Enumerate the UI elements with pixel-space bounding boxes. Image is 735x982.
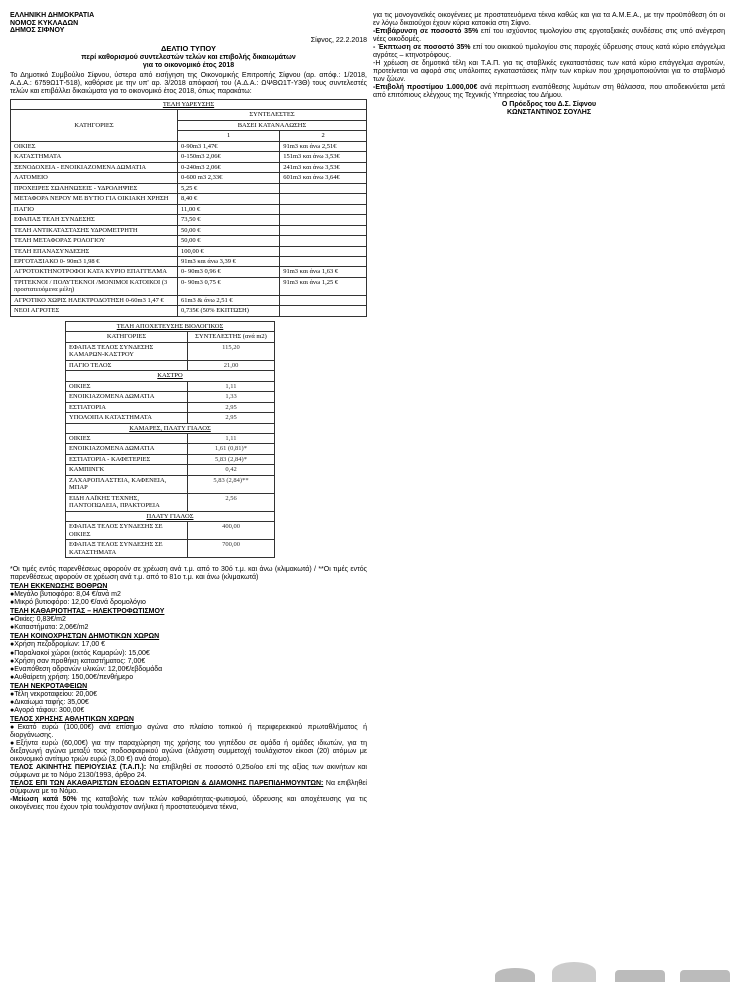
row-category: ΟΙΚΙΕΣ — [11, 141, 178, 151]
list-item: ● Χρήση πεζοδρομίων: 17,00 € — [10, 641, 367, 649]
row-rate: 0,42 — [188, 465, 275, 475]
row-category: ΞΕΝΟΔΟΧΕΙΑ - ΕΝΟΙΚΙΑΖΟΜΕΝΑ ΔΩΜΑΤΙΑ — [11, 162, 178, 172]
table-row — [11, 236, 367, 246]
row-category: ΕΣΤΙΑΤΟΡΙΑ — [66, 402, 188, 412]
section-title: ΚΑΜΑΡΕΣ, ΠΛΑΤΥ ΓΙΑΛΟΣ — [66, 423, 275, 433]
press-subtitle-1: περί καθορισμού συντελεστών τελών και επιβολής δικαιωμάτων — [81, 53, 296, 61]
table-row — [11, 152, 367, 162]
table-row — [11, 162, 367, 172]
row-category: ΚΑΤΑΣΤΗΜΑΤΑ — [11, 152, 178, 162]
col-header-1: 1 — [178, 131, 280, 141]
row-rate-1: 8,40 € — [178, 194, 280, 204]
row-rate: 1,33 — [188, 392, 275, 402]
table-row — [11, 295, 367, 305]
row-category: ΟΙΚΙΕΣ — [66, 433, 188, 443]
row-category: ΕΦΑΠΑΞ ΤΕΛΟΣ ΣΥΝΔΕΣΗΣ ΣΕ ΚΑΤΑΣΤΗΜΑΤΑ — [66, 540, 188, 558]
property-tax-paragraph — [10, 764, 367, 780]
row-rate-2 — [280, 236, 367, 246]
row-rate-2 — [280, 295, 367, 305]
right-paragraph-4: -Η χρέωση σε δημοτικά τέλη και Τ.Α.Π. για τις σταβλικές εγκαταστάσεις των κατά κύριο επάγγελμα αγροτών, προτείνεται να αφορά στις υπόλοιπες εγκαταστάσεις πλην των κτιρίων που χρησιμοποιούνται για το σταβλισμό των ζώων. — [373, 60, 725, 84]
decor-shape — [552, 962, 596, 982]
table-row — [11, 194, 367, 204]
fee-sections — [10, 583, 367, 764]
bottom-decoration — [490, 960, 735, 982]
row-rate-1: 91m3 και άνω 3,39 € — [178, 257, 280, 267]
sewage-table-body — [66, 342, 275, 557]
row-rate-1: 0,735€ (50% ΕΚΠΤΩΣΗ) — [178, 306, 280, 316]
row-category: ΑΓΡΟΤΟΚΤΗΝΟΤΡΟΦΟΙ ΚΑΤΑ ΚΥΡΙΟ ΕΠΑΓΓΕΛΜΑ — [11, 267, 178, 277]
row-rate-1: 11,00 € — [178, 204, 280, 214]
row-rate-1: 0-90m3 1,47€ — [178, 141, 280, 151]
table-row — [11, 183, 367, 193]
list-item: ● Αυθαίρετη χρήση: 150,00€/πενθήμερο — [10, 674, 367, 682]
table-row — [66, 540, 275, 558]
row-category: ΤΕΛΗ ΕΠΑΝΑΣΥΝΔΕΣΗΣ — [11, 246, 178, 256]
right-paragraph-5 — [373, 84, 725, 100]
table-row — [66, 493, 275, 511]
list-item: ● Παραλιακοί χώροι (εκτός Καμαρών): 15,00€ — [10, 650, 367, 658]
issuer-line: ΝΟΜΟΣ ΚΥΚΛΑΔΩΝ — [10, 19, 79, 27]
signatory-role: Ο Πρόεδρος του Δ.Σ. Σίφνου — [501, 100, 597, 108]
right-paragraph-2 — [373, 28, 725, 44]
water-rates-table — [10, 99, 367, 317]
row-rate-2 — [280, 194, 367, 204]
row-category: ΤΡΙΤΕΚΝΟΙ / ΠΟΛΥΤΕΚΝΟΙ /ΜΟΝΙΜΟΙ ΚΑΤΟΙΚΟΙ (3 προστατευόμενα μέλη) — [11, 277, 178, 295]
table-row — [66, 413, 275, 423]
row-category: ΝΕΟΙ ΑΓΡΟΤΕΣ — [11, 306, 178, 316]
row-rate: 2,95 — [188, 413, 275, 423]
row-category: ΤΕΛΗ ΑΝΤΙΚΑΤΑΣΤΑΣΗΣ ΥΔΡΟΜΕΤΡΗΤΗ — [11, 225, 178, 235]
section-heading: ΤΕΛΟΣ ΧΡΗΣΗΣ ΑΘΛΗΤΙΚΩΝ ΧΩΡΩΝ — [10, 715, 134, 723]
issuer-line: ΔΗΜΟΣ ΣΙΦΝΟΥ — [10, 27, 65, 35]
left-column — [10, 12, 367, 812]
row-category: ΕΦΑΠΑΞ ΤΕΛΟΣ ΣΥΝΔΕΣΗΣ ΚΑΜΑΡΩΝ-ΚΑΣΤΡΟΥ — [66, 342, 188, 360]
row-rate: 5,83 (2,84)* — [188, 454, 275, 464]
table-row — [66, 392, 275, 402]
row-rate: 2,95 — [188, 402, 275, 412]
row-rate-2: 241m3 και άνω 3,53€ — [280, 162, 367, 172]
list-item: ● Εξήντα ευρώ (60,00€) για την παραχώρηση της χρήσης του γηπέδου σε ομάδα ή ομάδες ιδιωτών, για τη διεξαγωγή αγώνα μεταξύ τους ποδοσφαιρικού αγώνα (ελάχιστη συμμετοχή τουλάχιστον είκοσι (20) ατόμων με οικονομικό αντίτιμο τριών ευρώ (3,00 €) ανά άτομο). — [10, 740, 367, 764]
surcharge-text: επί του ισχύοντος τιμολογίου στις εργοταξιακές συνδέσεις στις υπό ανέγερση νέες οικοδομές. — [373, 28, 725, 44]
row-rate-2: 91m3 και άνω 2,51€ — [280, 141, 367, 151]
section-row — [66, 511, 275, 521]
table-row — [11, 267, 367, 277]
row-rate: 1,11 — [188, 433, 275, 443]
sewage-col-categories: ΚΑΤΗΓΟΡΙΕΣ — [66, 332, 188, 342]
row-category: ΕΦΑΠΑΞ ΤΕΛΗ ΣΥΝΔΕΣΗΣ — [11, 215, 178, 225]
table-row — [11, 215, 367, 225]
list-item: ● Οικίες: 0,83€/m2 — [10, 616, 367, 624]
table-row — [66, 360, 275, 370]
footnote: *Οι τιμές εντός παρενθέσεως αφορούν σε χρέωση ανά τ.μ. από το 30ό τ.μ. και άνω (κλιμακωτά) / **Οι τιμές εντός παρενθέσεως αφορούν σε χρέωση ανά τ.μ. από το 81ο τ.μ. και άνω (κλιμακωτά) — [10, 566, 367, 582]
reduction-bold: -Μείωση κατά 50% — [10, 796, 77, 804]
col-header-rates: ΣΥΝΤΕΛΕΣΤΕΣ — [178, 110, 367, 120]
row-category: ΕΣΤΙΑΤΟΡΙΑ - ΚΑΦΕΤΕΡΙΕΣ — [66, 454, 188, 464]
reduction-paragraph — [10, 796, 367, 812]
row-rate: 5,83 (2,84)** — [188, 475, 275, 493]
row-category: ΤΕΛΗ ΜΕΤΑΦΟΡΑΣ ΡΟΛΟΓΙΟΥ — [11, 236, 178, 246]
list-item: ● Τέλη νεκροταφείου: 20,00€ — [10, 691, 367, 699]
row-rate-1: 0- 90m3 0,96 € — [178, 267, 280, 277]
decor-shape — [615, 970, 665, 982]
table-row — [66, 433, 275, 443]
decor-shape — [495, 968, 535, 982]
table-row — [11, 306, 367, 316]
row-rate: 700,00 — [188, 540, 275, 558]
section-row — [66, 423, 275, 433]
row-rate-2: 601m3 και άνω 3,64€ — [280, 173, 367, 183]
right-paragraph-3 — [373, 44, 725, 60]
row-rate-1: 0-240m3 2,06€ — [178, 162, 280, 172]
row-category: ΠΑΓΙΟ — [11, 204, 178, 214]
table-row — [11, 204, 367, 214]
col-header-basis: ΒΑΣΕΙ ΚΑΤΑΝΑΛΩΣΗΣ — [178, 120, 367, 130]
issuer-header — [10, 12, 367, 35]
row-category: ΠΡΟΧΕΙΡΕΣ ΣΩΛΗΝΩΣΕΙΣ - ΥΔΡΟΛΗΨΙΕΣ — [11, 183, 178, 193]
row-category: ΛΑΤΟΜΕΙΟ — [11, 173, 178, 183]
section-heading: ΤΕΛΗ ΝΕΚΡΟΤΑΦΕΙΩΝ — [10, 682, 88, 690]
section-heading: ΤΕΛΗ ΚΟΙΝΟΧΡΗΣΤΩΝ ΔΗΜΟΤΙΚΩΝ ΧΩΡΩΝ — [10, 633, 160, 641]
row-category: ΖΑΧΑΡΟΠΛΑΣΤΕΙΑ, ΚΑΦΕΝΕΙΑ, ΜΠΑΡ — [66, 475, 188, 493]
table-row — [66, 381, 275, 391]
gross-income-paragraph — [10, 780, 367, 796]
discount-text: επί του οικιακού τιμολογίου στις παροχές ύδρευσης στους κατά κύριο επάγγελμα αγρότες – κτηνοτρόφους. — [373, 44, 725, 60]
row-rate-1: 0-150m3 2,06€ — [178, 152, 280, 162]
reduction-text: της καταβολής των τελών καθαριότητας-φωτισμού, ύδρευσης και αποχέτευσης για τις οικογένειες που έχουν τρία τουλάχιστον ανήλικα ή προστατευόμενα τέκνα, — [10, 796, 367, 812]
right-paragraph-1: για τις μονογονεϊκές οικογένειες με προστατευόμενα τέκνα καθώς και για τα Α.Μ.Ε.Α., με την προϋπόθεση ότι οι εν λόγω δικαιούχοι έχουν κύρια κατοικία στη Σίφνο. — [373, 12, 725, 28]
list-item: ● Χρήση σαν προθήκη καταστήματος: 7,00€ — [10, 658, 367, 666]
row-rate-1: 0-600 m3 2,33€ — [178, 173, 280, 183]
row-rate: 1,11 — [188, 381, 275, 391]
right-column — [373, 12, 725, 117]
row-category: ΕΦΑΠΑΞ ΤΕΛΟΣ ΣΥΝΔΕΣΗΣ ΣΕ ΟΙΚΙΕΣ — [66, 522, 188, 540]
row-category: ΕΝΟΙΚΙΑΖΟΜΕΝΑ ΔΩΜΑΤΙΑ — [66, 444, 188, 454]
row-rate-1: 100,00 € — [178, 246, 280, 256]
row-category: ΕΡΓΟΤΑΞΙΑΚΟ 0- 90m3 1,98 € — [11, 257, 178, 267]
fine-bold: -Επιβολή προστίμου 1.000,00€ — [373, 84, 478, 92]
row-rate-1: 50,00 € — [178, 225, 280, 235]
row-category: ΜΕΤΑΦΟΡΑ ΝΕΡΟΥ ΜΕ ΒΥΤΙΟ ΓΙΑ ΟΙΚΙΑΚΗ ΧΡΗΣΗ — [11, 194, 178, 204]
row-rate: 115,20 — [188, 342, 275, 360]
row-rate-2: 151m3 και άνω 3,53€ — [280, 152, 367, 162]
list-item: ● Αγορά τάφου: 300,00€ — [10, 707, 367, 715]
row-rate-1: 0- 90m3 0,75 € — [178, 277, 280, 295]
row-category: ΥΠΟΛΟΙΠΑ ΚΑΤΑΣΤΗΜΑΤΑ — [66, 413, 188, 423]
surcharge-bold: -Επιβάρυνση σε ποσοστό 35% — [373, 28, 479, 36]
row-rate: 400,00 — [188, 522, 275, 540]
signatory-name: ΚΩΝΣΤΑΝΤΙΝΟΣ ΣΟΥΛΗΣ — [506, 108, 592, 116]
discount-bold: - Έκπτωση σε ποσοστό 35% — [373, 44, 471, 52]
section-title: ΠΛΑΤΥ ΓΙΑΛΟΣ — [66, 511, 275, 521]
list-item: ● Δικαίωμα ταφής: 35,00€ — [10, 699, 367, 707]
table-row — [11, 173, 367, 183]
section-heading: ΤΕΛΗ ΚΑΘΑΡΙΟΤΗΤΑΣ – ΗΛΕΚΤΡΟΦΩΤΙΣΜΟΥ — [10, 608, 165, 616]
table-row — [66, 475, 275, 493]
press-title: ΔΕΛΤΙΟ ΤΥΠΟΥ — [161, 44, 216, 54]
row-rate-2: 91m3 και άνω 1,25 € — [280, 277, 367, 295]
row-rate: 21,00 — [188, 360, 275, 370]
property-tax-text: Να επιβληθεί σε ποσοστό 0,25ο/οο επί της αξίας των ακινήτων και σύμφωνα με το Νόμο 2130/1993, άρθρο 24. — [10, 764, 367, 780]
section-title: ΚΑΣΤΡΟ — [66, 371, 275, 381]
row-rate-2 — [280, 306, 367, 316]
row-category: ΕΝΟΙΚΙΑΖΟΜΕΝΑ ΔΩΜΑΤΙΑ — [66, 392, 188, 402]
row-rate: 2,56 — [188, 493, 275, 511]
row-rate-2 — [280, 246, 367, 256]
section-heading: ΤΕΛΗ ΕΚΚΕΝΩΣΗΣ ΒΟΘΡΩΝ — [10, 583, 108, 591]
table-row — [66, 402, 275, 412]
list-item: ● Καταστήματα: 2,06€/m2 — [10, 624, 367, 632]
gross-income-text: Να επιβληθεί σύμφωνα με το Νόμο. — [10, 780, 367, 796]
row-rate-1: 5,25 € — [178, 183, 280, 193]
table-row — [11, 277, 367, 295]
row-rate-2 — [280, 215, 367, 225]
table-row — [11, 141, 367, 151]
press-date: Σίφνος, 22.2.2018 — [310, 37, 367, 45]
row-rate-1: 50,00 € — [178, 236, 280, 246]
row-rate: 1,61 (0,81)* — [188, 444, 275, 454]
water-table-title: ΤΕΛΗ ΥΔΡΕΥΣΗΣ — [11, 99, 367, 109]
row-category: ΠΑΓΙΟ ΤΕΛΟΣ — [66, 360, 188, 370]
row-category: ΟΙΚΙΕΣ — [66, 381, 188, 391]
row-rate-2: 91m3 και άνω 1,63 € — [280, 267, 367, 277]
property-tax-title: ΤΕΛΟΣ ΑΚΙΝΗΤΗΣ ΠΕΡΙΟΥΣΙΑΣ (Τ.Α.Π.): — [10, 764, 147, 772]
section-row — [66, 371, 275, 381]
row-category: ΚΑΜΠΙΝΓΚ — [66, 465, 188, 475]
col-header-2: 2 — [280, 131, 367, 141]
fine-text: ανά περίπτωση εναπόθεσης λυμάτων στη θάλασσα, που αποδεικνύεται μετά από επιτόπιους ελέγχους της Τεχνικής Υπηρεσίας του Δήμου. — [373, 84, 725, 100]
list-item: ● Εναπόθεση αδρανών υλικών: 12,00€/εβδομάδα — [10, 666, 367, 674]
sewage-rates-table — [65, 321, 275, 558]
table-row — [11, 225, 367, 235]
row-rate-2 — [280, 183, 367, 193]
list-item: ● Μεγάλο βυτιοφόρο: 8,04 €/ανά m2 — [10, 591, 367, 599]
table-row — [66, 444, 275, 454]
sewage-col-rates: ΣΥΝΤΕΛΕΣΤΗΣ (ανά m2) — [188, 332, 275, 342]
list-item: ● Εκατό ευρώ (100,00€) ανά επίσημο αγώνα στο πλαίσιο τοπικού ή περιφερειακού πρωταθλήματος ή διοργάνωσης. — [10, 724, 367, 740]
list-item: ● Μικρό βυτιοφόρο: 12,00 €/ανά δρομολόγιο — [10, 599, 367, 607]
water-table-body — [11, 141, 367, 316]
row-rate-1: 61m3 & άνω 2,51 € — [178, 295, 280, 305]
table-row — [11, 246, 367, 256]
press-subtitle-2: για το οικονομικό έτος 2018 — [142, 61, 235, 69]
row-category: ΑΓΡΟΤΙΚΟ ΧΩΡΙΣ ΗΛΕΚΤΡΟΔΟΤΗΣΗ 0-60m3 1,47 € — [11, 295, 178, 305]
sewage-table-title: ΤΕΛΗ ΑΠΟΧΕΤΕΥΣΗΣ ΒΙΟΛΟΓΙΚΟΣ — [66, 321, 275, 331]
row-rate-2 — [280, 204, 367, 214]
issuer-line: ΕΛΛΗΝΙΚΗ ΔΗΜΟΚΡΑΤΙΑ — [10, 12, 95, 19]
row-rate-2 — [280, 257, 367, 267]
col-header-categories: ΚΑΤΗΓΟΡΙΕΣ — [11, 110, 178, 141]
row-rate-2 — [280, 225, 367, 235]
table-row — [11, 257, 367, 267]
intro-paragraph: Το Δημοτικό Συμβούλιο Σίφνου, ύστερα από εισήγηση της Οικονομικής Επιτροπής Σίφνου (αρ. απόφ.: 1/2018, Α.Δ.Α.: 6759Ω1Τ-518), καθόρισε με την υπ' αρ. 3/2018 απόφασή του (Α.Δ.Α.: ΩΨΘΩ1Τ-Υ3Θ) τους συντελεστές τελών και επιβάλλει δικαιώματα για το οικονομικό έτος 2018, όπως παρακάτω: — [10, 71, 367, 95]
table-row — [66, 522, 275, 540]
decor-shape — [680, 970, 730, 982]
table-row — [66, 342, 275, 360]
row-category: ΕΙΔΗ ΛΑΪΚΗΣ ΤΕΧΝΗΣ, ΠΑΝΤΟΠΩΛΕΙΑ, ΠΡΑΚΤΟΡΕΙΑ — [66, 493, 188, 511]
table-row — [66, 454, 275, 464]
gross-income-title: ΤΕΛΟΣ ΕΠΙ ΤΩΝ ΑΚΑΘΑΡΙΣΤΩΝ ΕΣΟΔΩΝ ΕΣΤΙΑΤΟΡΙΩΝ & ΔΙΑΜΟΝΗΣ ΠΑΡΕΠΙΔΗΜΟΥΝΤΩΝ: — [10, 780, 324, 788]
table-row — [66, 465, 275, 475]
row-rate-1: 73,50 € — [178, 215, 280, 225]
